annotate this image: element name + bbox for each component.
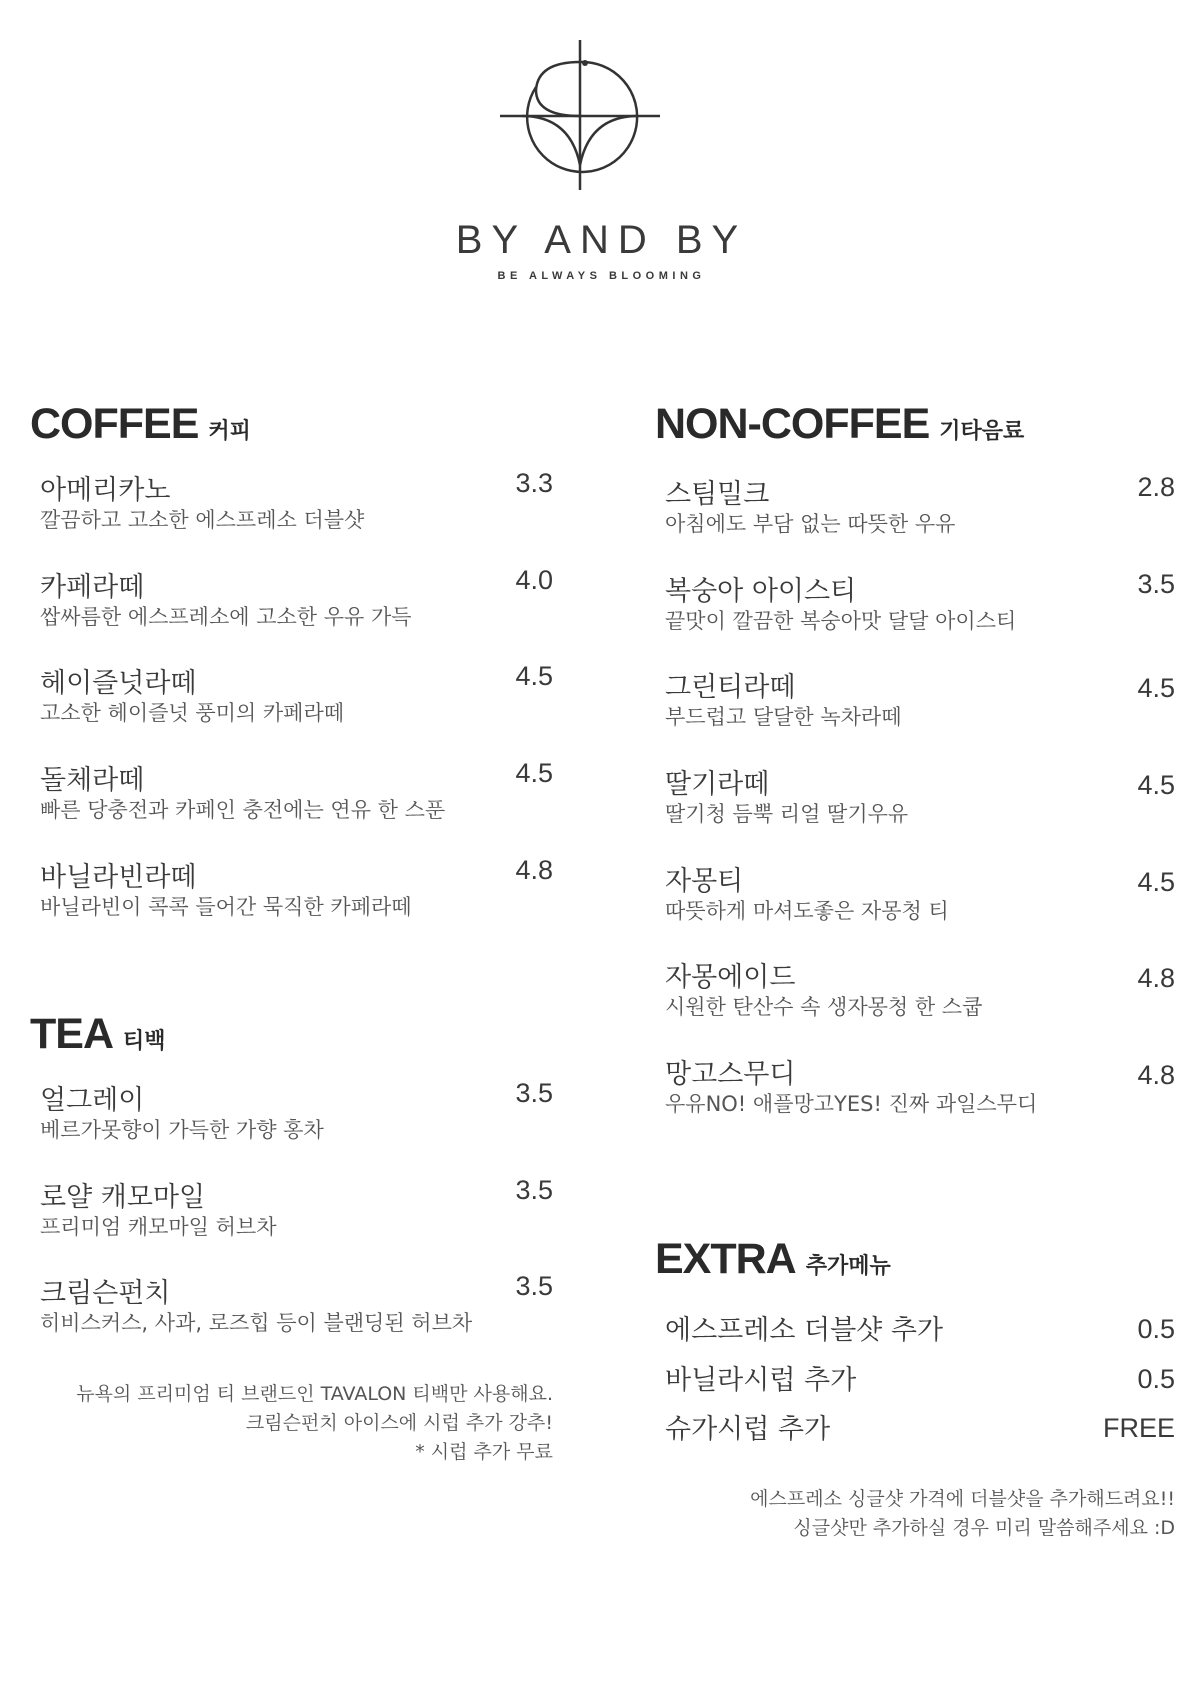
- item-name: 아메리카노: [40, 475, 171, 506]
- coffee-section-title: [30, 400, 251, 449]
- item-price: 4.8: [515, 855, 553, 885]
- extra-section: [655, 1235, 1175, 1455]
- item-price: 4.0: [515, 565, 553, 595]
- item-price: 4.5: [515, 758, 553, 788]
- noncoffee-title-en: NON-COFFEE: [655, 400, 930, 448]
- item-name: 바닐라빈라떼: [40, 862, 197, 893]
- item-name: 헤이즐넛라떼: [40, 668, 197, 699]
- tea-note: 뉴욕의 프리미엄 티 브랜드인 TAVALON 티백만 사용해요.: [76, 1383, 553, 1405]
- item-name: 그린티라떼: [665, 672, 796, 703]
- brand-tagline: BE ALWAYS BLOOMING: [497, 270, 706, 282]
- extra-item-price: 0.5: [1137, 1364, 1175, 1394]
- extra-title-en: EXTRA: [655, 1235, 796, 1283]
- item-description: 깔끔하고 고소한 에스프레소 더블샷: [40, 508, 365, 532]
- coffee-section: [30, 400, 553, 920]
- menu-item: [655, 859, 1175, 929]
- item-description: 딸기청 듬뿍 리얼 딸기우유: [665, 802, 909, 826]
- extra-note: 싱글샷만 추가하실 경우 미리 말씀해주세요 :D: [793, 1517, 1175, 1539]
- item-description: 따뜻하게 마셔도좋은 자몽청 티: [665, 899, 949, 923]
- extra-section-title: [655, 1235, 891, 1284]
- item-price: 3.5: [1137, 569, 1175, 599]
- menu-item: [30, 468, 553, 538]
- item-price: 4.5: [1137, 867, 1175, 897]
- menu-item: [30, 1271, 553, 1341]
- brand-name: BY AND BY: [455, 218, 748, 262]
- item-price: 3.5: [515, 1271, 553, 1301]
- tea-note: * 시럽 추가 무료: [415, 1441, 553, 1463]
- menu-item: [655, 1052, 1175, 1122]
- item-name: 자몽티: [665, 866, 744, 897]
- extra-item-name: 바닐라시럽 추가: [665, 1365, 857, 1396]
- item-name: 스팀밀크: [665, 479, 770, 510]
- item-price: 4.5: [1137, 673, 1175, 703]
- item-name: 로얄 캐모마일: [40, 1182, 206, 1213]
- extra-item-name: 에스프레소 더블샷 추가: [665, 1315, 943, 1346]
- menu-item: [655, 762, 1175, 832]
- item-name: 카페라떼: [40, 572, 145, 603]
- menu-item: [655, 569, 1175, 639]
- menu-item: [30, 855, 553, 925]
- tea-title-en: TEA: [30, 1010, 113, 1058]
- tea-section-title: [30, 1010, 166, 1059]
- menu-item: [30, 1078, 553, 1148]
- item-name: 망고스무디: [665, 1059, 796, 1090]
- menu-item: [30, 1175, 553, 1245]
- menu-item: [30, 758, 553, 828]
- extra-item: [655, 1358, 1175, 1398]
- item-description: 쌉싸름한 에스프레소에 고소한 우유 가득: [40, 605, 412, 629]
- item-description: 시원한 탄산수 속 생자몽청 한 스쿱: [665, 995, 983, 1019]
- extra-item: [655, 1308, 1175, 1348]
- menu-item: [30, 565, 553, 635]
- extra-notes: [750, 1485, 1175, 1543]
- brand-logo: [500, 40, 700, 215]
- extra-item-name: 슈가시럽 추가: [665, 1414, 831, 1445]
- item-description: 우유NO! 애플망고YES! 진짜 과일스무디: [665, 1092, 1038, 1116]
- tea-section: [30, 1010, 553, 1340]
- item-name: 딸기라떼: [665, 769, 770, 800]
- extra-item-price: 0.5: [1137, 1314, 1175, 1344]
- item-description: 바닐라빈이 콕콕 들어간 묵직한 카페라떼: [40, 895, 412, 919]
- item-description: 부드럽고 달달한 녹차라떼: [665, 705, 902, 729]
- noncoffee-section: [655, 400, 1175, 1120]
- item-name: 돌체라떼: [40, 765, 145, 796]
- menu-item: [655, 472, 1175, 542]
- item-price: 3.5: [515, 1175, 553, 1205]
- noncoffee-title-ko: 기타음료: [939, 419, 1025, 444]
- extra-note: 에스프레소 싱글샷 가격에 더블샷을 추가해드려요!!: [750, 1488, 1175, 1510]
- item-description: 아침에도 부담 없는 따뜻한 우유: [665, 512, 956, 536]
- item-description: 베르가못향이 가득한 가향 홍차: [40, 1118, 324, 1142]
- item-description: 프리미엄 캐모마일 허브차: [40, 1215, 277, 1239]
- item-description: 고소한 헤이즐넛 풍미의 카페라떼: [40, 701, 345, 725]
- menu-item: [655, 665, 1175, 735]
- tea-note: 크림슨펀치 아이스에 시럽 추가 강추!: [245, 1412, 553, 1434]
- item-price: 2.8: [1137, 472, 1175, 502]
- item-price: 4.5: [1137, 770, 1175, 800]
- item-description: 빠른 당충전과 카페인 충전에는 연유 한 스푼: [40, 798, 446, 822]
- coffee-title-en: COFFEE: [30, 400, 199, 448]
- item-price: 4.8: [1137, 1060, 1175, 1090]
- noncoffee-section-title: [655, 400, 1024, 449]
- item-price: 3.5: [515, 1078, 553, 1108]
- extra-item-price: FREE: [1102, 1413, 1175, 1443]
- tea-notes: [76, 1380, 553, 1467]
- extra-item: [655, 1407, 1175, 1447]
- item-price: 4.8: [1137, 963, 1175, 993]
- tea-title-ko: 티백: [123, 1029, 166, 1054]
- coffee-title-ko: 커피: [208, 419, 251, 444]
- item-description: 끝맛이 깔끔한 복숭아맛 달달 아이스티: [665, 609, 1017, 633]
- menu-item: [655, 955, 1175, 1025]
- item-price: 3.3: [515, 468, 553, 498]
- item-price: 4.5: [515, 661, 553, 691]
- item-name: 복숭아 아이스티: [665, 576, 857, 607]
- item-description: 히비스커스, 사과, 로즈힙 등이 블랜딩된 허브차: [40, 1311, 473, 1335]
- item-name: 자몽에이드: [665, 962, 796, 993]
- item-name: 크림슨펀치: [40, 1278, 171, 1309]
- menu-item: [30, 661, 553, 731]
- extra-title-ko: 추가메뉴: [805, 1254, 891, 1279]
- item-name: 얼그레이: [40, 1085, 145, 1116]
